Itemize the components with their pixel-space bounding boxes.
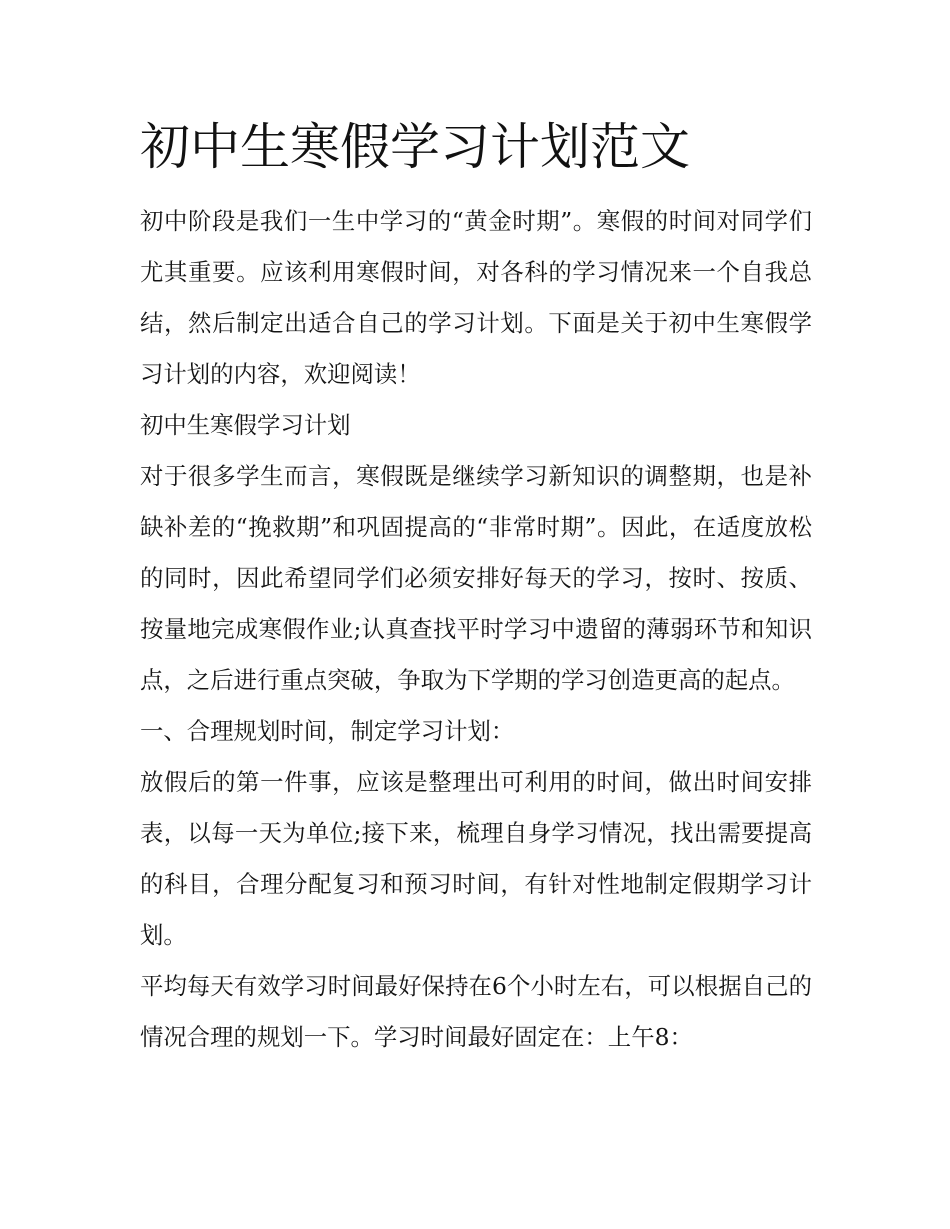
- body-paragraph: 放假后的第一件事，应该是整理出可利用的时间，做出时间安排表，以每一天为单位;接下来，梳理自身学习情况，找出需要提高的科目，合理分配复习和预习时间，有针对性地制定假期学习计划。: [140, 768, 812, 949]
- section-heading: 初中生寒假学习计划: [140, 411, 351, 439]
- document-body: [140, 196, 812, 1063]
- body-paragraph: 平均每天有效学习时间最好保持在6个小时左右，可以根据自己的情况合理的规划一下。学习时间最好固定在：上午8：: [140, 972, 812, 1051]
- intro-paragraph: 初中阶段是我们一生中学习的“黄金时期”。寒假的时间对同学们尤其重要。应该利用寒假时间，对各科的学习情况来一个自我总结，然后制定出适合自己的学习计划。下面是关于初中生寒假学习计划的内容，欢迎阅读！: [140, 207, 812, 388]
- document-title: 初中生寒假学习计划范文: [140, 118, 690, 176]
- subsection-heading: 一、合理规划时间，制定学习计划：: [140, 717, 515, 745]
- body-paragraph: 对于很多学生而言，寒假既是继续学习新知识的调整期，也是补缺补差的“挽救期”和巩固提高的“非常时期”。因此，在适度放松的同时，因此希望同学们必须安排好每天的学习，按时、按质、按量地完成寒假作业;认真查找平时学习中遗留的薄弱环节和知识点，之后进行重点突破，争取为下学期的学习创造更高的起点。: [140, 462, 812, 694]
